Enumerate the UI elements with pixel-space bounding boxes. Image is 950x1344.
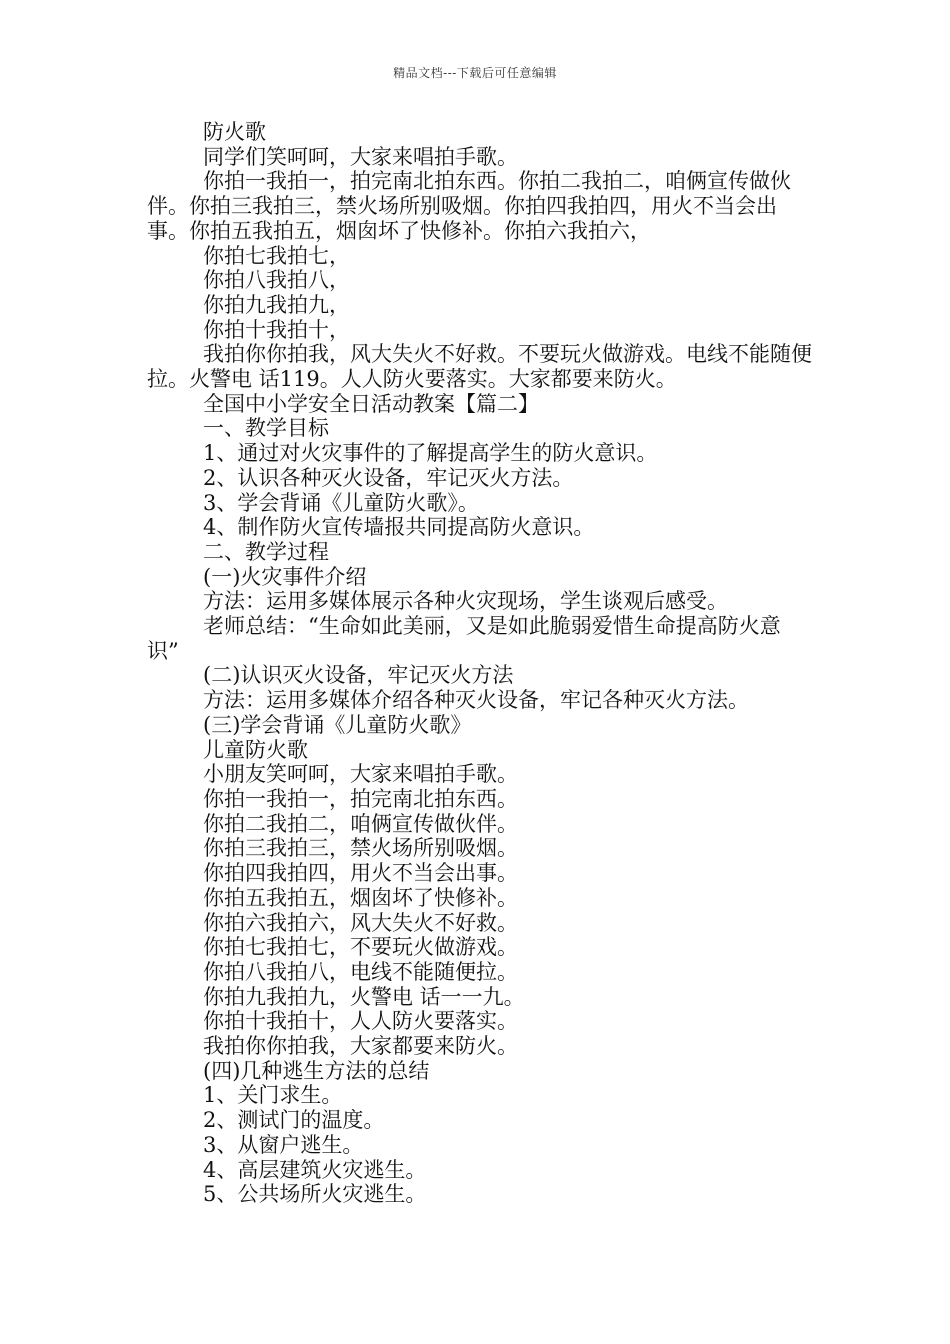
paragraph: 你拍八我拍八， xyxy=(203,268,350,293)
song-line: 你拍八我拍八，电线不能随便拉。 xyxy=(203,959,518,984)
song-line: 你拍一我拍一，拍完南北拍东西。 xyxy=(203,786,518,811)
paragraph: 老师总结：“生命如此美丽，又是如此脆弱爱惜生命提高防火意识” xyxy=(147,614,781,663)
song-line: 你拍六我拍六，风大失火不好救。 xyxy=(203,910,518,935)
section-heading: 二、教学过程 xyxy=(203,539,329,564)
song-line: 你拍二我拍二，咱俩宣传做伙伴。 xyxy=(203,811,518,836)
song-line: 你拍七我拍七，不要玩火做游戏。 xyxy=(203,935,518,960)
list-item: 1、关门求生。 xyxy=(203,1083,343,1108)
subsection-heading: (一)火灾事件介绍 xyxy=(203,564,367,589)
list-item: 3、从窗户逃生。 xyxy=(203,1132,364,1157)
list-item: 5、公共场所火灾逃生。 xyxy=(203,1182,427,1207)
page-header: 精品文档---下载后可任意编辑 xyxy=(393,66,557,80)
subsection-heading: (三)学会背诵《儿童防火歌》 xyxy=(203,712,472,737)
section-heading: 一、教学目标 xyxy=(203,416,329,441)
section-heading: 全国中小学安全日活动教案【篇二】 xyxy=(203,391,539,416)
list-item: 4、高层建筑火灾逃生。 xyxy=(203,1157,427,1182)
paragraph: 你拍九我拍九， xyxy=(203,292,350,317)
song-line: 你拍五我拍五，烟囱坏了快修补。 xyxy=(203,885,518,910)
song-line: 你拍三我拍三，禁火场所别吸烟。 xyxy=(203,836,518,861)
song-title: 儿童防火歌 xyxy=(203,737,308,762)
song-line: 你拍四我拍四，用火不当会出事。 xyxy=(203,861,518,886)
song-line: 你拍九我拍九，火警电 话一一九。 xyxy=(203,984,525,1009)
list-item: 2、认识各种灭火设备，牢记灭火方法。 xyxy=(203,465,574,490)
list-item: 4、制作防火宣传墙报共同提高防火意识。 xyxy=(203,515,595,540)
list-item: 2、测试门的温度。 xyxy=(203,1108,385,1133)
paragraph: 同学们笑呵呵，大家来唱拍手歌。 xyxy=(203,144,518,169)
song-line: 你拍十我拍十，人人防火要落实。 xyxy=(203,1009,518,1034)
paragraph: 方法：运用多媒体介绍各种灭火设备，牢记各种灭火方法。 xyxy=(203,688,749,713)
list-item: 3、学会背诵《儿童防火歌》。 xyxy=(203,490,479,515)
paragraph: 你拍十我拍十， xyxy=(203,317,350,342)
song-line: 我拍你你拍我，大家都要来防火。 xyxy=(203,1034,518,1059)
paragraph: 我拍你你拍我，风大失火不好救。不要玩火做游戏。电线不能随便拉。火警电 话119。人人防火要落实。大家都要来防火。 xyxy=(147,342,812,392)
song-line: 小朋友笑呵呵，大家来唱拍手歌。 xyxy=(203,762,518,787)
subsection-heading: (二)认识灭火设备，牢记灭火方法 xyxy=(203,663,514,688)
paragraph: 防火歌 xyxy=(203,120,266,144)
paragraph: 你拍七我拍七， xyxy=(203,243,350,268)
list-item: 1、通过对火灾事件的了解提高学生的防火意识。 xyxy=(203,441,658,466)
document-body xyxy=(147,120,812,1207)
subsection-heading: (四)几种逃生方法的总结 xyxy=(203,1058,430,1083)
paragraph: 方法：运用多媒体展示各种火灾现场，学生谈观后感受。 xyxy=(203,589,728,614)
paragraph: 你拍一我拍一，拍完南北拍东西。你拍二我拍二，咱俩宣传做伙伴。你拍三我拍三，禁火场所别吸烟。你拍四我拍四，用火不当会出事。你拍五我拍五，烟囱坏了快修补。你拍六我拍六， xyxy=(147,169,791,243)
